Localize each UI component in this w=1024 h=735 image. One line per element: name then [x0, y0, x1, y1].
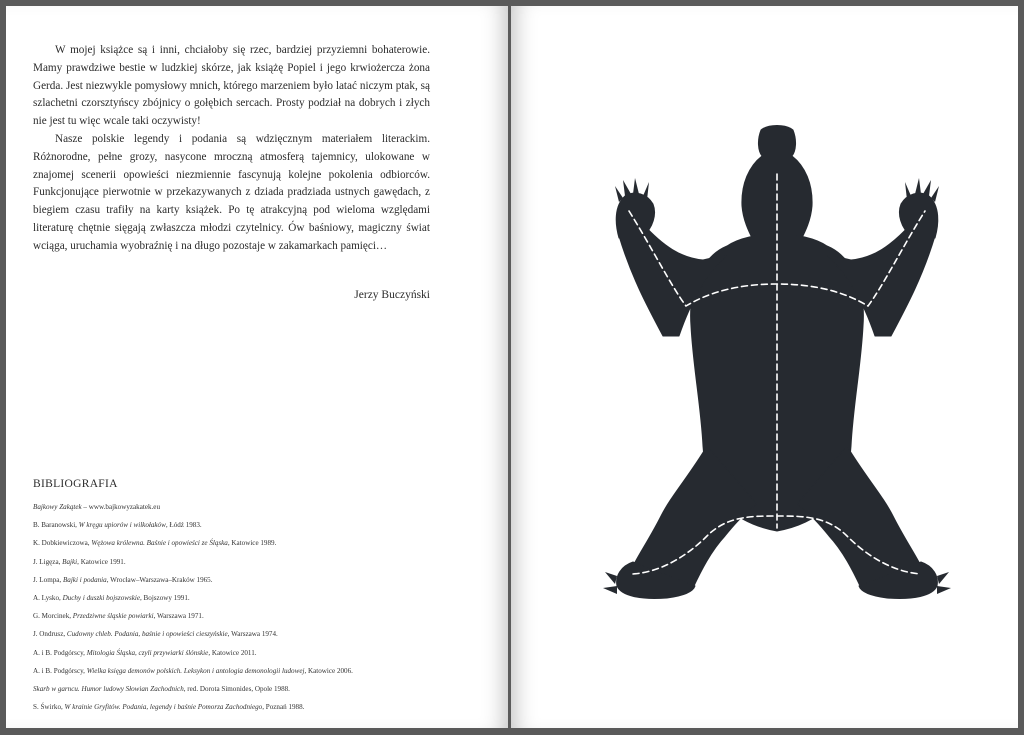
intro-paragraph-1: W mojej książce są i inni, chciałoby się rzec, bardziej przyziemni bohaterowie. Mamy prawdziwe bestie w ludzkiej skórze, jak książę Popiel i jego krwiożercza żona Gerda. Jest niezwykle pomysłowy mnich, którego marzeniem było latać niczym ptak, są szlachetni czorsztyńscy zbójnicy o gołębich sercach. Prosty podział na dobrych i złych nie jest tu więc wcale taki oczywisty! — [33, 44, 430, 128]
bibliography-title: BIBLIOGRAFIA — [33, 478, 118, 490]
bibliography-list — [33, 498, 473, 716]
bibliography-entry: J. Ondrusz, Cudowny chleb. Podania, baśnie i opowieści cieszyńskie, Warszawa 1974. — [33, 630, 278, 639]
bibliography-entry: G. Morcinek, Przedziwne śląskie powiarki, Warszawa 1971. — [33, 612, 204, 621]
intro-paragraph-2: Nasze polskie legendy i podania są wdzięcznym materiałem literackim. Różnorodne, pełne grozy, nasycone mroczną atmosferą tajemnicy, ulokowane w znajomej scenerii opowieści niezmiennie fascynują kolejne pokolenia odbiorców. Funkcjonujące pierwotnie w przekazywanych z dziada pradziada ustnych gawędach, z biegiem czasu trafiły na karty książek. Po tę atrakcyjną pod wieloma względami literaturę chętnie sięgają zwłaszcza młodzi czytelnicy. Ów baśniowy, magiczny świat wciąga, uruchamia wyobraźnię i na długo pozostaje w zakamarkach pamięci… — [33, 132, 430, 252]
bibliography-entry: J. Lompa, Bajki i podania, Wrocław–Warszawa–Kraków 1965. — [33, 575, 213, 584]
bibliography-entry: J. Ligęza, Bajki, Katowice 1991. — [33, 557, 126, 566]
intro-text — [33, 42, 430, 256]
bibliography-entry: A. i B. Podgórscy, Mitologia Śląska, czyli przywiarki ślónskie, Katowice 2011. — [33, 648, 257, 657]
bibliography-entry: Skarb w garncu. Humor ludowy Słowian Zachodnich, red. Dorota Simonides, Opole 1988. — [33, 685, 290, 694]
bibliography-entry: K. Dobkiewiczowa, Wężowa królewna. Baśnie i opowieści ze Śląska, Katowice 1989. — [33, 539, 277, 548]
bibliography-entry: B. Baranowski, W kręgu upiorów i wilkołaków, Łódź 1983. — [33, 521, 202, 530]
bibliography-entry: S. Świrko, W krainie Gryfitów. Podania, legendy i baśnie Pomorza Zachodniego, Poznań 1988. — [33, 703, 305, 712]
author-signature: Jerzy Buczyński — [354, 289, 430, 301]
bibliography-entry: A. Lysko, Duchy i duszki bojszowskie, Bojszowy 1991. — [33, 594, 190, 603]
right-page — [511, 6, 1018, 728]
bearskin-rug-icon — [511, 6, 1018, 728]
bibliography-entry: Bajkowy Zakątek – www.bajkowyzakatek.eu — [33, 503, 160, 511]
left-page — [6, 6, 508, 728]
bibliography-entry: A. i B. Podgórscy, Wielka księga demonów polskich. Leksykon i antologia demonologii ludowej, Katowice 2006. — [33, 666, 353, 675]
